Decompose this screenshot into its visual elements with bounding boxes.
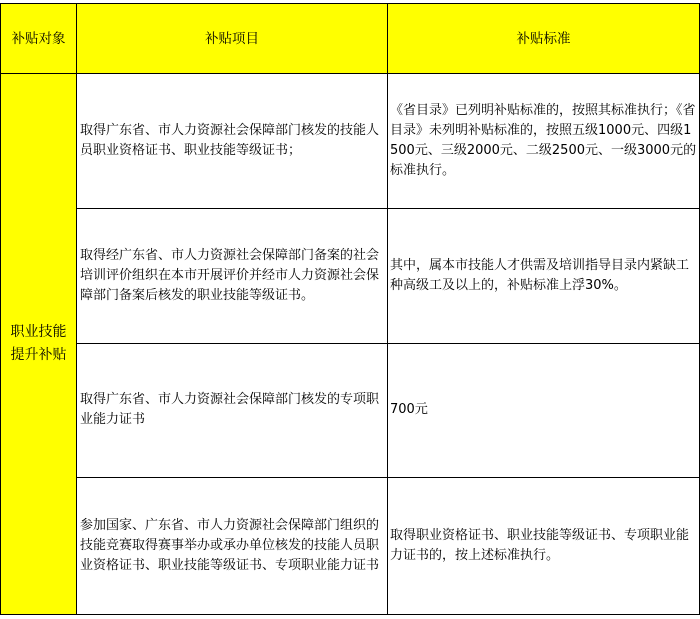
subsidy-target-cell: [1, 74, 77, 615]
subsidy-target-label: 职业技能提升补贴: [10, 324, 67, 364]
subsidy-table: [0, 3, 700, 615]
standard-cell: 《省目录》已列明补贴标准的，按照其标准执行；《省目录》未列明补贴标准的，按照五级1000元、四级1500元、三级2000元、二级2500元、一级3000元的标准执行。: [388, 74, 700, 209]
item-cell: 取得广东省、市人力资源社会保障部门核发的专项职业能力证书: [77, 343, 388, 478]
item-cell: 取得广东省、市人力资源社会保障部门核发的技能人员职业资格证书、职业技能等级证书；: [77, 74, 388, 209]
table-row: [1, 74, 700, 209]
table-row: [1, 478, 700, 615]
header-standard: 补贴标准: [388, 4, 700, 74]
table-header-row: [1, 4, 700, 74]
header-item: 补贴项目: [77, 4, 388, 74]
header-target: 补贴对象: [1, 4, 77, 74]
standard-cell: 取得职业资格证书、职业技能等级证书、专项职业能力证书的，按上述标准执行。: [388, 478, 700, 615]
table-row: [1, 209, 700, 344]
standard-cell: 其中，属本市技能人才供需及培训指导目录内紧缺工种高级工及以上的，补贴标准上浮30%。: [388, 209, 700, 344]
item-cell: 参加国家、广东省、市人力资源社会保障部门组织的技能竞赛取得赛事举办或承办单位核发的技能人员职业资格证书、职业技能等级证书、专项职业能力证书: [77, 478, 388, 615]
table-row: [1, 343, 700, 478]
standard-cell: 700元: [388, 343, 700, 478]
item-cell: 取得经广东省、市人力资源社会保障部门备案的社会培训评价组织在本市开展评价并经市人力资源社会保障部门备案后核发的职业技能等级证书。: [77, 209, 388, 344]
